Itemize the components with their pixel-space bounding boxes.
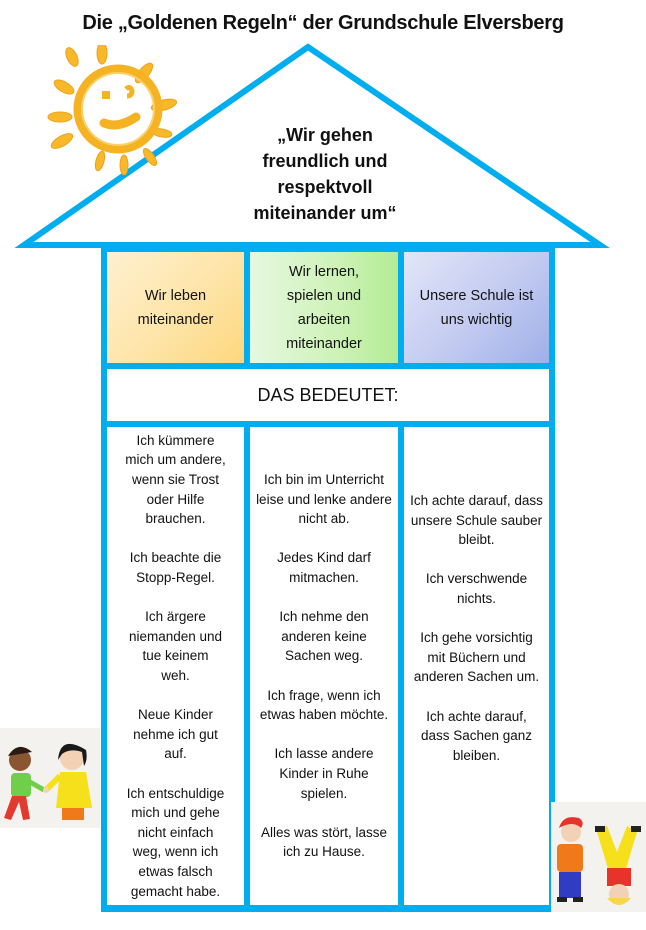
motto-line: respektvoll (277, 177, 373, 197)
rule-item: Jedes Kind darf mitmachen. (277, 550, 371, 586)
rule-item: Ich verschwende nichts. (425, 571, 528, 606)
motto-line: „Wir gehen (277, 125, 373, 145)
meaning-banner: DAS BEDEUTET: (107, 369, 549, 421)
rule-item: Ich achte darauf, dass unsere Schule sauber bleibt. (410, 493, 543, 548)
rule-item: Ich kümmere mich um andere, wenn sie Trost oder Hilfe brauchen. (125, 432, 226, 527)
rule-item: Ich bin im Unterricht leise und lenke andere nicht ab. (256, 472, 392, 527)
rule-item: Ich achte darauf, dass Sachen ganz bleiben. (420, 708, 533, 763)
children-playing-illustration (551, 802, 646, 912)
rule-item: Ich gehe vorsichtig mit Büchern und anderen Sachen um. (413, 630, 540, 685)
pillar-label: Wir lernen, spielen und arbeiten miteinander (286, 263, 362, 352)
page-title: Die „Goldenen Regeln“ der Grundschule Elversberg (82, 12, 564, 34)
children-holding-hands-illustration (0, 728, 100, 828)
rule-item: Neue Kinder nehme ich gut auf. (133, 707, 218, 762)
house-frame (101, 245, 555, 912)
pillar-label: Wir leben miteinander (137, 287, 214, 328)
rule-item: Ich beachte die Stopp-Regel. (129, 550, 222, 586)
rule-item: Ich entschuldige mich und gehe nicht einfach weg, wenn ich etwas falsch gemacht habe. (126, 785, 225, 899)
motto-text (200, 122, 450, 226)
sun-icon (40, 45, 190, 175)
rule-item: Ich frage, wenn ich etwas haben möchte. (259, 687, 389, 723)
rules-column-1 (107, 427, 244, 905)
motto-line: freundlich und (262, 151, 388, 171)
motto-line: miteinander um“ (253, 203, 397, 223)
rule-item: Ich lasse andere Kinder in Ruhe spielen. (274, 746, 374, 801)
pillar-living-together (107, 252, 244, 363)
rule-item: Ich ärgere niemanden und tue keinem weh. (128, 609, 223, 683)
pillar-label: Unsere Schule ist uns wichtig (419, 287, 534, 328)
rule-item: Alles was stört, lasse ich zu Hause. (260, 824, 388, 860)
rules-column-3 (404, 427, 549, 905)
pillar-learning-together (250, 252, 398, 363)
rules-column-2 (250, 427, 398, 905)
rule-item: Ich nehme den anderen keine Sachen weg. (279, 609, 369, 664)
pillar-our-school (404, 252, 549, 363)
